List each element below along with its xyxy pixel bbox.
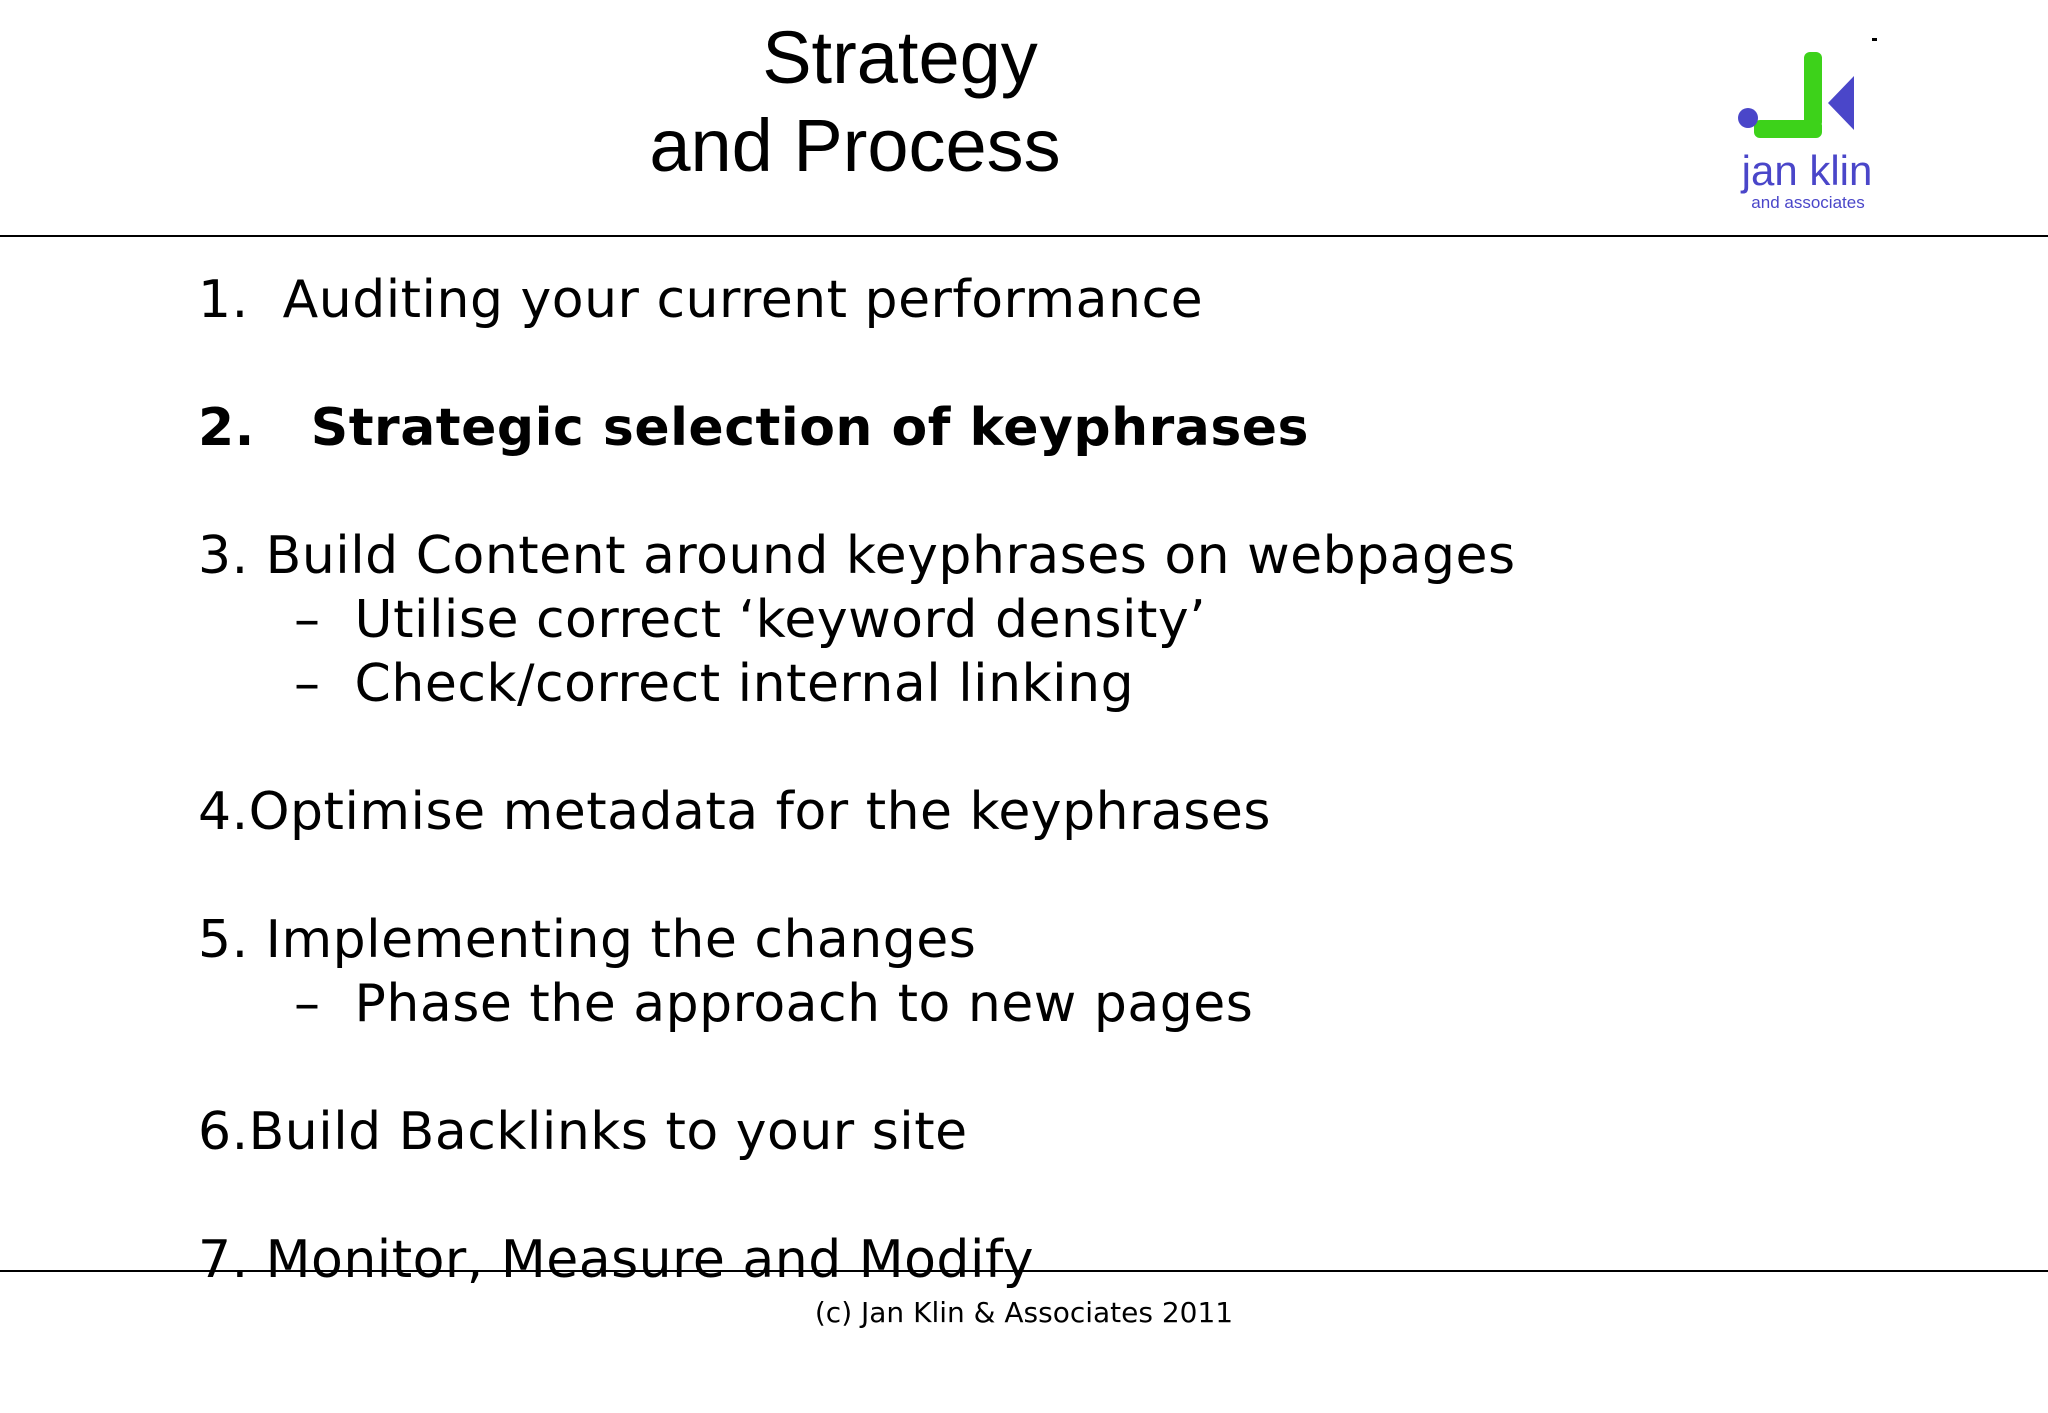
- footer: [0, 1296, 2048, 1330]
- list-subitem-3-2: – Check/correct internal linking: [294, 654, 1135, 714]
- slide-title: [0, 14, 1800, 190]
- list-item-2: 2. Strategic selection of keyphrases: [198, 398, 1309, 458]
- spacer: [198, 332, 1898, 396]
- list-item-5: 5. Implementing the changes: [198, 910, 977, 970]
- logo-name: jan klin: [1741, 147, 1873, 194]
- slide-body: [198, 268, 1898, 1292]
- list-subitem-5-1: – Phase the approach to new pages: [294, 974, 1254, 1034]
- copyright-text: (c) Jan Klin & Associates 2011: [814, 1296, 1234, 1329]
- list-item-4: 4.Optimise metadata for the keyphrases: [198, 782, 1271, 842]
- logo-subtitle: and associates: [1751, 193, 1865, 212]
- logo-mark-icon: [1720, 38, 1880, 148]
- spacer: [198, 1164, 1898, 1228]
- list-subitem-3-1: – Utilise correct ‘keyword density’: [294, 590, 1207, 650]
- company-logo: [1720, 38, 1880, 218]
- slide-title-line-2: and Process: [649, 104, 1061, 187]
- slide-title-line-1: Strategy: [762, 16, 1038, 99]
- spacer: [198, 844, 1898, 908]
- list-item-7: 7. Monitor, Measure and Modify: [198, 1230, 1035, 1290]
- spacer: [198, 460, 1898, 524]
- list-item-1: 1. Auditing your current performance: [198, 270, 1204, 330]
- spacer: [198, 716, 1898, 780]
- list-item-6: 6.Build Backlinks to your site: [198, 1102, 968, 1162]
- footer-divider: [0, 1270, 2048, 1272]
- list-item-3: 3. Build Content around keyphrases on webpages: [198, 526, 1516, 586]
- header-divider: [0, 235, 2048, 237]
- spacer: [198, 1036, 1898, 1100]
